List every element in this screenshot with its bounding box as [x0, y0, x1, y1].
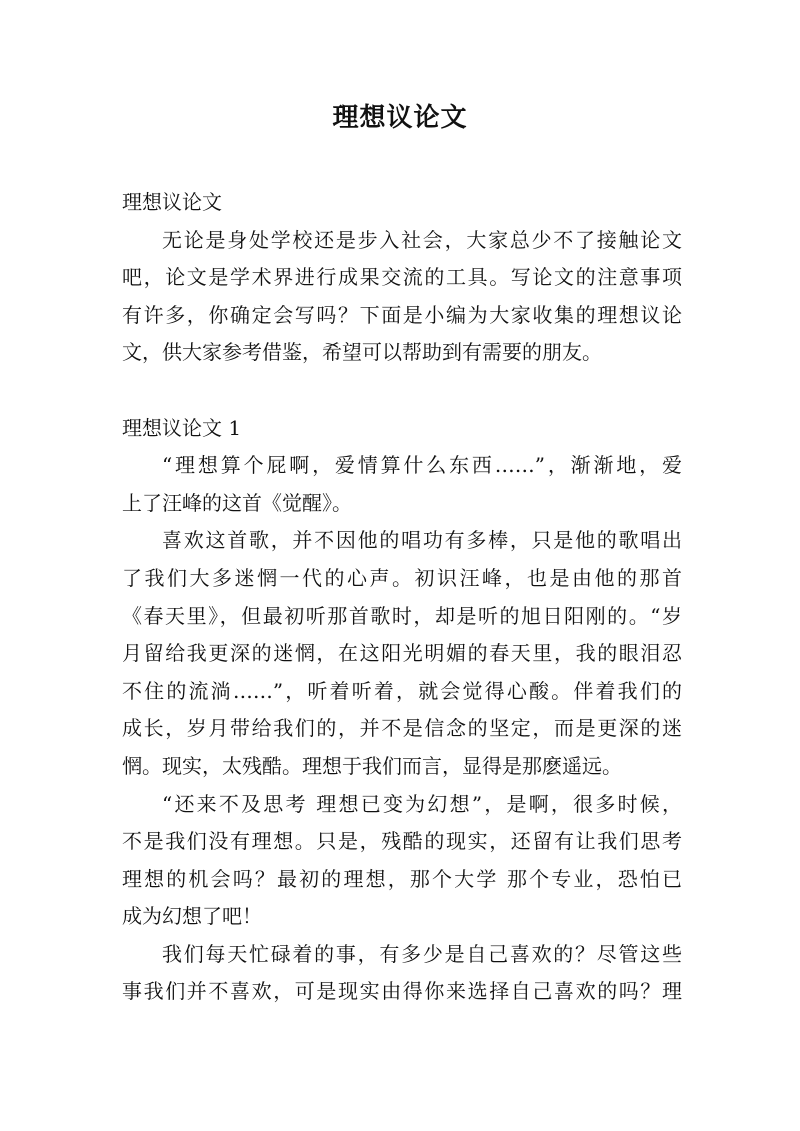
intro-line-4: 文，供大家参考借鉴，希望可以帮助到有需要的朋友。 — [122, 340, 602, 365]
text-line-4: 了我们大多迷惘一代的心声。初识汪峰，也是由他的那首 — [122, 565, 682, 590]
text-line-1: “理想算个屁啊，爱情算什么东西……”，渐渐地，爱 — [162, 453, 682, 478]
text-line-11: 不是我们没有理想。只是，残酷的现实，还留有让我们思考 — [122, 829, 682, 854]
text-line-13: 成为幻想了吧！ — [122, 904, 262, 929]
text-line-9: 惘。现实，太残酷。理想于我们而言，显得是那麽遥远。 — [122, 753, 622, 778]
text-line-5: 《春天里》，但最初听那首歌时，却是听的旭日阳刚的。“岁 — [122, 603, 682, 628]
intro-line-1: 无论是身处学校还是步入社会，大家总少不了接触论文 — [162, 227, 682, 252]
document-body — [122, 184, 682, 1011]
document-title: 理想议论文 — [332, 103, 468, 133]
text-line-15: 事我们并不喜欢，可是现实由得你来选择自己喜欢的吗？理 — [122, 979, 682, 1004]
intro-line-2: 吧，论文是学术界进行成果交流的工具。写论文的注意事项 — [122, 265, 682, 290]
text-line-2: 上了汪峰的这首《觉醒》。 — [122, 490, 352, 515]
paragraph-spacer — [122, 372, 682, 410]
text-line-8: 成长，岁月带给我们的，并不是信念的坚定，而是更深的迷 — [122, 716, 682, 741]
text-line-10: “还来不及思考 理想已变为幻想”，是啊，很多时候， — [162, 791, 682, 816]
text-line-7: 不住的流淌……”，听着听着，就会觉得心酸。伴着我们的 — [122, 678, 682, 703]
intro-line-3: 有许多，你确定会写吗？下面是小编为大家收集的理想议论 — [122, 302, 682, 327]
text-line-3: 喜欢这首歌，并不因他的唱功有多棒，只是他的歌唱出 — [162, 528, 682, 553]
text-line-6: 月留给我更深的迷惘，在这阳光明媚的春天里，我的眼泪忍 — [122, 641, 682, 666]
text-line-12: 理想的机会吗？最初的理想，那个大学 那个专业，恐怕已 — [122, 866, 682, 891]
text-line-14: 我们每天忙碌着的事，有多少是自己喜欢的？尽管这些 — [162, 941, 682, 966]
section-heading: 理想议论文 1 — [122, 415, 242, 440]
subtitle: 理想议论文 — [122, 190, 222, 214]
